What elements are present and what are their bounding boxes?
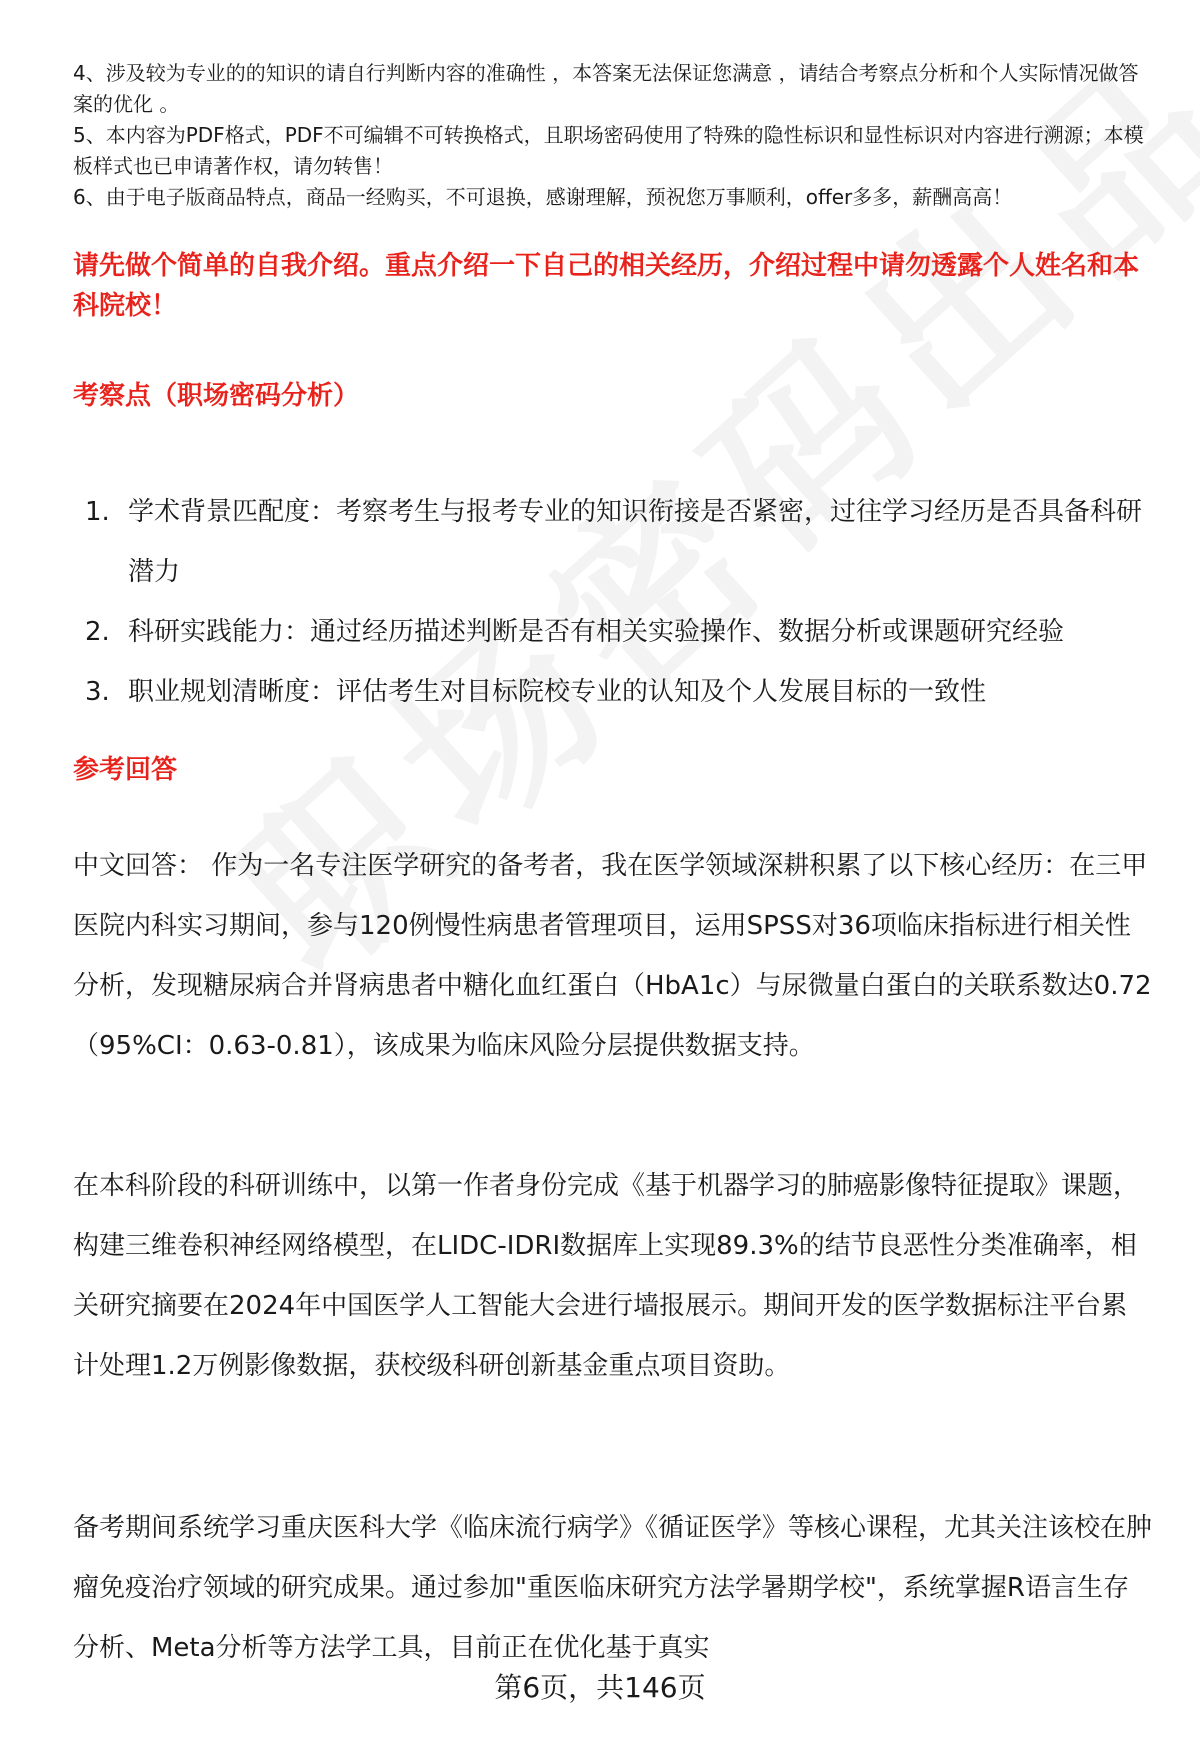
content-area	[73, 58, 1153, 1663]
assessment-points	[73, 482, 1153, 722]
question-heading: 请先做个简单的自我介绍。重点介绍一下自己的相关经历，介绍过程中请勿透露个人姓名和本科院校！	[73, 251, 1140, 321]
notice-line: 4、涉及较为专业的的知识的请自行判断内容的准确性 ，本答案无法保证您满意 ，请结合考察点分析和个人实际情况做答案的优化 。	[73, 61, 1139, 116]
point-number: 1.	[85, 497, 110, 527]
assessment-point	[73, 662, 1153, 722]
notice-line: 6、由于电子版商品特点，商品一经购买，不可退换，感谢理解，预祝您万事顺利，offer多多，薪酬高高！	[73, 185, 1013, 209]
point-text: 职业规划清晰度：评估考生对目标院校专业的认知及个人发展目标的一致性	[128, 677, 987, 707]
reference-heading: 参考回答	[73, 755, 178, 785]
assessment-point	[73, 482, 1153, 602]
page-footer: 第6页，共146页	[494, 1671, 706, 1704]
notice-line: 5、本内容为PDF格式，PDF不可编辑不可转换格式，且职场密码使用了特殊的隐性标识和显性标识对内容进行溯源；本模板样式也已申请著作权，请勿转售！	[73, 123, 1144, 178]
assessment-point	[73, 602, 1153, 662]
point-number: 2.	[85, 617, 110, 647]
answer-paragraph: 在本科阶段的科研训练中，以第一作者身份完成《基于机器学习的肺癌影像特征提取》课题，构建三维卷积神经网络模型，在LIDC-IDRI数据库上实现89.3%的结节良恶性分类准确率，相关研究摘要在2024年中国医学人工智能大会进行墙报展示。期间开发的医学数据标注平台累计处理1.2万例影像数据，获校级科研创新基金重点项目资助。	[73, 1171, 1140, 1381]
point-text: 科研实践能力：通过经历描述判断是否有相关实验操作、数据分析或课题研究经验	[128, 617, 1065, 647]
assessment-heading: 考察点（职场密码分析）	[73, 381, 360, 411]
point-text: 学术背景匹配度：考察考生与报考专业的知识衔接是否紧密，过往学习经历是否具备科研潜力	[128, 497, 1143, 587]
answer-paragraph: 中文回答： 作为一名专注医学研究的备考者，我在医学领域深耕积累了以下核心经历：在三甲医院内科实习期间，参与120例慢性病患者管理项目，运用SPSS对36项临床指标进行相关性分析，发现糖尿病合并肾病患者中糖化血红蛋白（HbA1c）与尿微量白蛋白的关联系数达0.72（95%CI：0.63-0.81），该成果为临床风险分层提供数据支持。	[73, 851, 1152, 1061]
answer-paragraph: 备考期间系统学习重庆医科大学《临床流行病学》《循证医学》等核心课程，尤其关注该校在肿瘤免疫治疗领域的研究成果。通过参加"重医临床研究方法学暑期学校"，系统掌握R语言生存分析、Meta分析等方法学工具，目前正在优化基于真实	[73, 1513, 1153, 1663]
point-number: 3.	[85, 677, 110, 707]
